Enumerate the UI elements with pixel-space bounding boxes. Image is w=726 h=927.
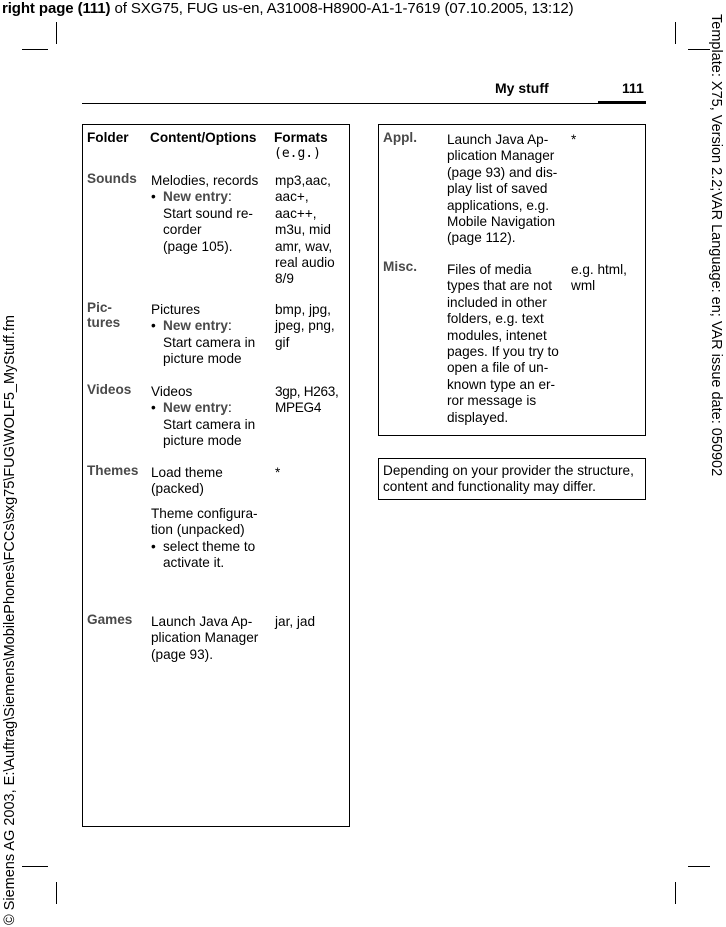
games-line-3: (page 93). <box>151 646 213 662</box>
misc-line-10: displayed. <box>447 409 509 425</box>
themes-formats <box>275 465 347 481</box>
appl-content <box>447 132 565 247</box>
format-line: 3gp, H263, <box>275 384 339 399</box>
sounds-formats <box>275 173 347 288</box>
folder-sounds: Sounds <box>87 171 137 186</box>
misc-line-6: pages. If you try to <box>447 344 559 360</box>
pictures-content-line: Pictures <box>151 302 201 317</box>
column-header-formats-note: (e.g.) <box>274 146 321 161</box>
folder-themes: Themes <box>87 463 139 478</box>
themes-line-6: activate it. <box>163 555 225 571</box>
games-line-1: Launch Java Ap- <box>151 614 253 629</box>
format-line: aac++, <box>275 205 317 221</box>
format-line: MPEG4 <box>275 400 322 416</box>
misc-line-9: ror message is <box>447 393 537 409</box>
format-line: jar, jad <box>275 614 316 629</box>
format-line: m3u, mid <box>275 222 331 238</box>
appl-formats <box>571 132 643 148</box>
games-formats <box>275 614 347 630</box>
format-line: aac+, <box>275 189 309 205</box>
crop-mark <box>22 866 48 867</box>
pictures-formats <box>275 302 347 351</box>
format-line: jpeg, png, <box>275 318 335 334</box>
crop-mark <box>675 22 676 44</box>
pictures-new-entry <box>151 318 269 334</box>
print-info-rest: of SXG75, FUG us-en, A31008-H8900-A1-1-7619 (07.10.2005, 13:12) <box>110 0 574 17</box>
format-line: e.g. html, <box>571 262 627 277</box>
template-margin-text: Template: X75, Version 2.2;VAR Language: en; VAR issue date: 050902 <box>708 14 724 477</box>
themes-line-4: tion (unpacked) <box>151 522 245 538</box>
sounds-detail-1: Start sound re- <box>163 205 253 221</box>
themes-content <box>151 465 269 571</box>
folder-games: Games <box>87 612 133 627</box>
new-entry-label: New entry <box>163 189 228 205</box>
sounds-content <box>151 173 269 255</box>
colon: : <box>227 318 232 334</box>
misc-line-1: Files of media <box>447 262 532 277</box>
provider-note <box>383 463 645 496</box>
format-line: amr, wav, <box>275 238 333 254</box>
folder-applications: Appl. <box>383 130 417 145</box>
folder-misc: Misc. <box>383 259 417 274</box>
folder-pictures-line1: Pic- <box>87 300 112 315</box>
crop-mark <box>688 866 710 867</box>
appl-line-2: plication Manager <box>447 148 555 164</box>
format-line: 8/9 <box>275 271 294 287</box>
format-line: bmp, jpg, <box>275 302 331 317</box>
column-header-content: Content/Options <box>150 130 257 145</box>
copyright-margin-text: © Siemens AG 2003, E:\Auftrag\Siemens\MobilePhones\FCCs\sxg75\FUG\WOLF5_MyStuff.fm <box>2 315 18 925</box>
misc-line-8: known type an er- <box>447 376 556 392</box>
bullet: • <box>151 538 156 554</box>
appl-line-1: Launch Java Ap- <box>447 132 549 147</box>
crop-mark <box>675 882 676 904</box>
format-line: * <box>571 132 577 147</box>
bullet: • <box>151 189 156 205</box>
appl-line-7: (page 112). <box>447 230 516 246</box>
crop-mark <box>22 49 48 50</box>
misc-line-5: modules, intenet <box>447 327 547 343</box>
videos-content <box>151 384 269 450</box>
format-line: gif <box>275 334 290 350</box>
new-entry-label: New entry <box>163 400 228 416</box>
pictures-content <box>151 302 269 368</box>
themes-line-3: Theme configura- <box>151 505 258 521</box>
provider-note-line-2: content and functionality may differ. <box>383 479 596 495</box>
sounds-content-line: Melodies, records <box>151 173 259 188</box>
games-content <box>151 614 269 663</box>
appl-line-3: (page 93) and dis- <box>447 164 558 180</box>
colon: : <box>227 189 232 205</box>
appl-line-5: applications, e.g. <box>447 197 550 213</box>
crop-mark <box>688 49 710 50</box>
header-rule-accent <box>598 101 646 104</box>
videos-formats <box>275 384 347 417</box>
sounds-detail-2: corder <box>163 222 202 238</box>
print-info-bold: right page (111) <box>2 0 111 17</box>
videos-detail-1: Start camera in <box>163 416 256 432</box>
videos-detail-2: picture mode <box>163 433 242 449</box>
themes-line-2: (packed) <box>151 481 204 497</box>
misc-line-4: folders, e.g. text <box>447 311 544 327</box>
provider-note-line-1: Depending on your provider the structure, <box>383 463 634 478</box>
misc-line-7: open a file of un- <box>447 360 549 376</box>
pictures-detail-2: picture mode <box>163 351 242 367</box>
crop-mark <box>56 882 57 904</box>
sounds-detail-3: (page 105). <box>163 238 233 254</box>
themes-bullet-line <box>151 539 269 555</box>
videos-new-entry <box>151 400 269 416</box>
folder-pictures <box>87 300 120 330</box>
print-info-line <box>2 0 574 17</box>
crop-mark <box>56 22 57 44</box>
folder-videos: Videos <box>87 382 132 397</box>
themes-line-1: Load theme <box>151 465 223 480</box>
format-line: real audio <box>275 255 335 271</box>
misc-line-2: types that are not <box>447 278 553 294</box>
appl-line-4: play list of saved <box>447 181 548 197</box>
column-header-formats: Formats <box>274 130 328 145</box>
pictures-detail-1: Start camera in <box>163 334 256 350</box>
videos-content-line: Videos <box>151 384 193 399</box>
bullet: • <box>151 400 156 416</box>
misc-line-3: included in other <box>447 294 547 310</box>
header-rule <box>82 103 646 104</box>
column-header-folder: Folder <box>87 130 129 145</box>
format-line: wml <box>571 278 596 294</box>
folder-pictures-line2: tures <box>87 315 121 330</box>
new-entry-label: New entry <box>163 318 228 334</box>
misc-formats <box>571 262 643 295</box>
colon: : <box>227 400 232 416</box>
bullet: • <box>151 318 156 334</box>
themes-line-5: select theme to <box>163 538 256 554</box>
sounds-new-entry <box>151 189 269 205</box>
misc-content <box>447 262 565 426</box>
section-title: My stuff <box>495 80 549 96</box>
page-number: 111 <box>622 80 644 96</box>
games-line-2: plication Manager <box>151 630 259 646</box>
appl-line-6: Mobile Navigation <box>447 214 556 230</box>
format-line: * <box>275 465 281 480</box>
format-line: mp3,aac, <box>275 173 331 188</box>
